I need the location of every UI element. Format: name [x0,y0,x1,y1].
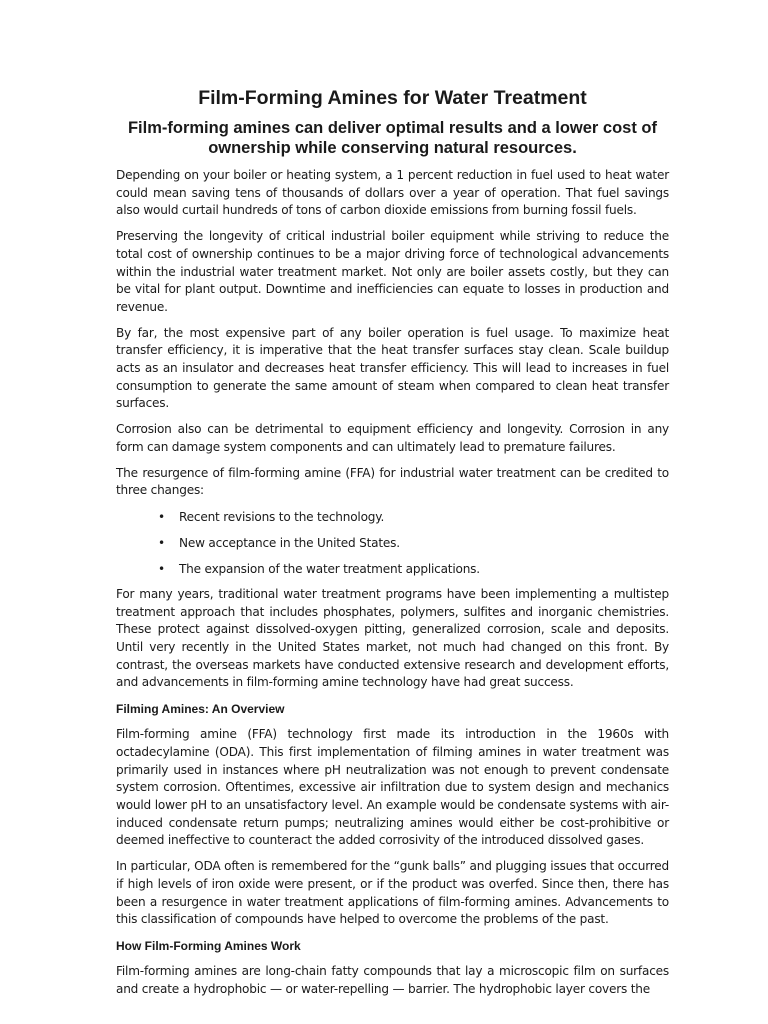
paragraph-resurgence: The resurgence of film-forming amine (FFA) for industrial water treatment can be credited to three changes: [116,465,669,498]
page-subtitle: Film-forming amines can deliver optimal results and a lower cost of ownership while conserving natural resources. [127,119,658,157]
paragraph-fuel-usage: By far, the most expensive part of any boiler operation is fuel usage. To maximize heat transfer efficiency, it is imperative that the heat transfer surfaces stay clean. Scale buildup acts as an insulator and decreases heat transfer efficiency. This will lead to increases in fuel consumption to generate the same amount of steam when compared to clean heat transfer surfaces. [116,325,669,411]
paragraph-oda-issues: In particular, ODA often is remembered for the “gunk balls” and plugging issues that occurred if high levels of iron oxide were present, or if the product was overfed. Since then, there has been a resurgence in water treatment applications of film-forming amines. Advancements to this classification of compounds have helped to overcome the problems of the past. [116,859,669,927]
paragraph-corrosion: Corrosion also can be detrimental to equipment efficiency and longevity. Corrosion in any form can damage system components and can ultimately lead to premature failures. [116,422,669,454]
list-item: • Recent revisions to the technology. [179,508,669,526]
paragraph-traditional-programs: For many years, traditional water treatment programs have been implementing a multistep treatment approach that includes phosphates, polymers, sulfites and inorganic chemistries. These protect against dissolved-oxygen pitting, generalized corrosion, scale and deposits. Until very recently in the United States market, not much had changed on this front. By contrast, the overseas markets have conducted extensive research and development efforts, and advancements in film-forming amine technology have had great success. [116,586,669,690]
changes-list [116,508,669,578]
page-title: Film-Forming Amines for Water Treatment [198,87,587,109]
paragraph-fuel-savings: Depending on your boiler or heating system, a 1 percent reduction in fuel used to heat water could mean saving tens of thousands of dollars over a year of operation. That fuel savings also would curtail hundreds of tons of carbon dioxide emissions from burning fossil fuels. [116,168,669,218]
paragraph-equipment-longevity: Preserving the longevity of critical industrial boiler equipment while striving to reduce the total cost of ownership continues to be a major driving force of technological advancements within the industrial water treatment market. Not only are boiler assets costly, but they can be vital for plant output. Downtime and inefficiencies can equate to losses in production and revenue. [116,229,669,314]
section-heading-how-it-works: How Film-Forming Amines Work [116,938,301,953]
list-item: • The expansion of the water treatment applications. [179,560,669,578]
list-item: • New acceptance in the United States. [179,534,669,552]
paragraph-how-it-works: Film-forming amines are long-chain fatty compounds that lay a microscopic film on surfaces and create a hydrophobic — or water-repelling — barrier. The hydrophobic layer covers the [116,963,669,996]
article [116,86,669,1006]
section-heading-overview: Filming Amines: An Overview [116,702,285,717]
paragraph-ffa-history: Film-forming amine (FFA) technology first made its introduction in the 1960s with octadecylamine (ODA). This first implementation of filming amines in water treatment was primarily used in instances where pH neutralization was not enough to prevent condensate system corrosion. Oftentimes, excessive air infiltration due to system design and mechanics would lower pH to an unsatisfactory level. An example would be condensate systems with air-induced condensate return pumps; neutralizing amines would either be cost-prohibitive or deemed ineffective to counteract the added corrosivity of the introduced dissolved gases. [116,727,669,848]
